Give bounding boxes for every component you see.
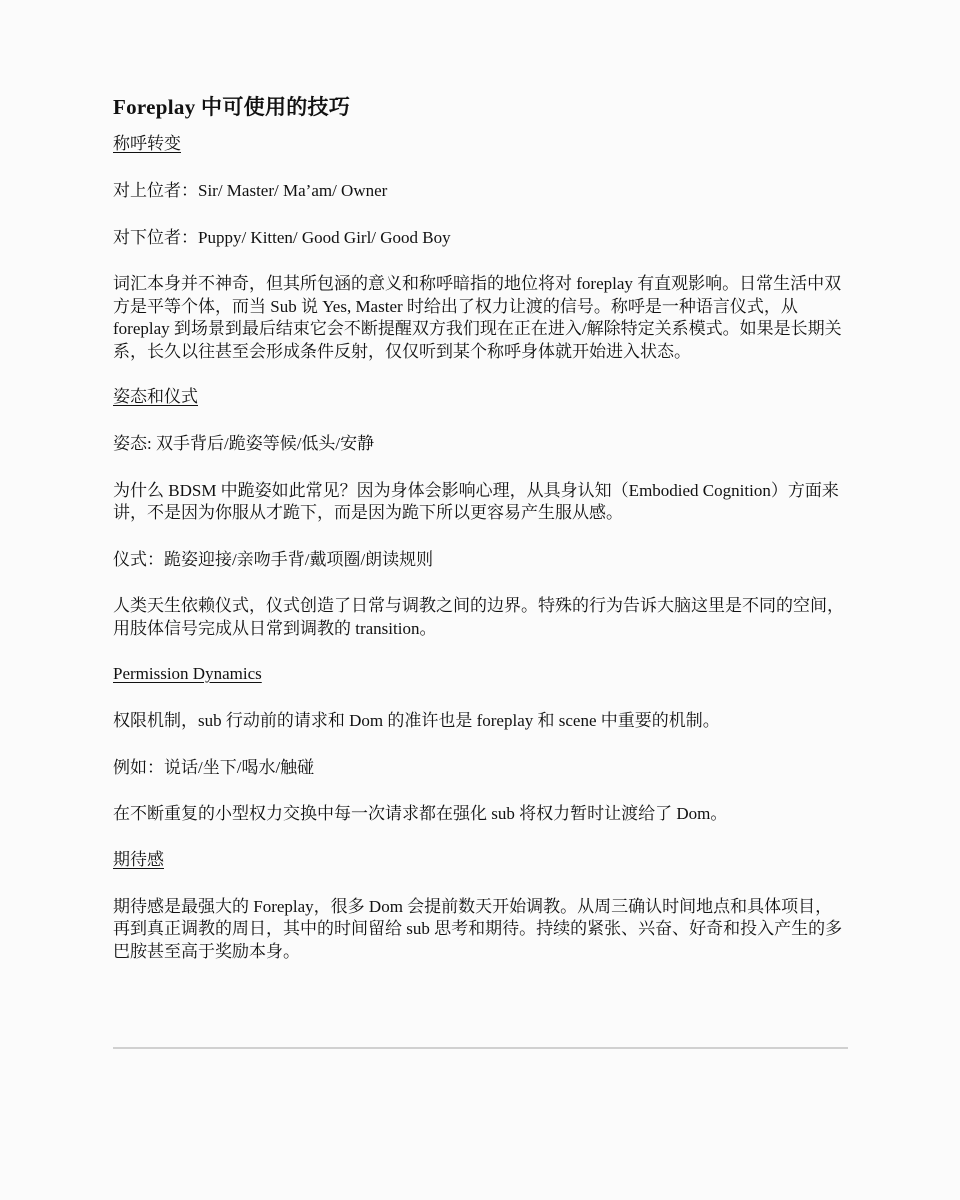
section-addressing	[113, 132, 848, 385]
section-heading: 称呼转变	[113, 134, 181, 153]
section-heading: Permission Dynamics	[113, 664, 262, 683]
paragraph: 期待感是最强大的 Foreplay，很多 Dom 会提前数天开始调教。从周三确认时间地点和具体项目，再到真正调教的周日，其中的时间留给 sub 思考和期待。持续的紧张、兴奋、好奇和投入产生的多巴胺甚至高于奖励本身。	[113, 896, 843, 961]
paragraph: 对上位者：Sir/ Master/ Ma’am/ Owner	[113, 181, 388, 200]
paragraph: 权限机制，sub 行动前的请求和 Dom 的准许也是 foreplay 和 scene 中重要的机制。	[113, 711, 720, 730]
paragraph: 在不断重复的小型权力交换中每一次请求都在强化 sub 将权力暂时让渡给了 Dom。	[113, 804, 728, 823]
section-permission-dynamics	[113, 662, 848, 848]
section-anticipation	[113, 848, 848, 964]
paragraph: 词汇本身并不神奇，但其所包涵的意义和称呼暗指的地位将对 foreplay 有直观影响。日常生活中双方是平等个体，而当 Sub 说 Yes, Master 时给出了权力让渡的信号。称呼是一种语言仪式，从 foreplay 到场景到最后结束它会不断提醒双方我们现在正在进入/解除特定关系模式。如果是长期关系，长久以往甚至会形成条件反射，仅仅听到某个称呼身体就开始进入状态。	[113, 274, 842, 361]
document-page	[113, 92, 848, 963]
paragraph: 为什么 BDSM 中跪姿如此常见？因为身体会影响心理，从具身认知（Embodied Cognition）方面来讲，不是因为你服从才跪下，而是因为跪下所以更容易产生服从感。	[113, 480, 839, 522]
paragraph: 仪式：跪姿迎接/亲吻手背/戴项圈/朗读规则	[113, 549, 434, 569]
section-posture-ritual	[113, 385, 848, 662]
paragraph: 例如：说话/坐下/喝水/触碰	[113, 757, 315, 777]
paragraph: 姿态: 双手背后/跪姿等候/低头/安静	[113, 434, 375, 453]
section-heading: 姿态和仪式	[113, 387, 198, 406]
paragraph: 对下位者：Puppy/ Kitten/ Good Girl/ Good Boy	[113, 227, 451, 247]
document-title: Foreplay 中可使用的技巧	[113, 95, 351, 119]
section-heading: 期待感	[113, 849, 164, 869]
paragraph: 人类天生依赖仪式，仪式创造了日常与调教之间的边界。特殊的行为告诉大脑这里是不同的空间，用肢体信号完成从日常到调教的 transition。	[113, 596, 844, 638]
bottom-divider	[113, 1047, 848, 1049]
